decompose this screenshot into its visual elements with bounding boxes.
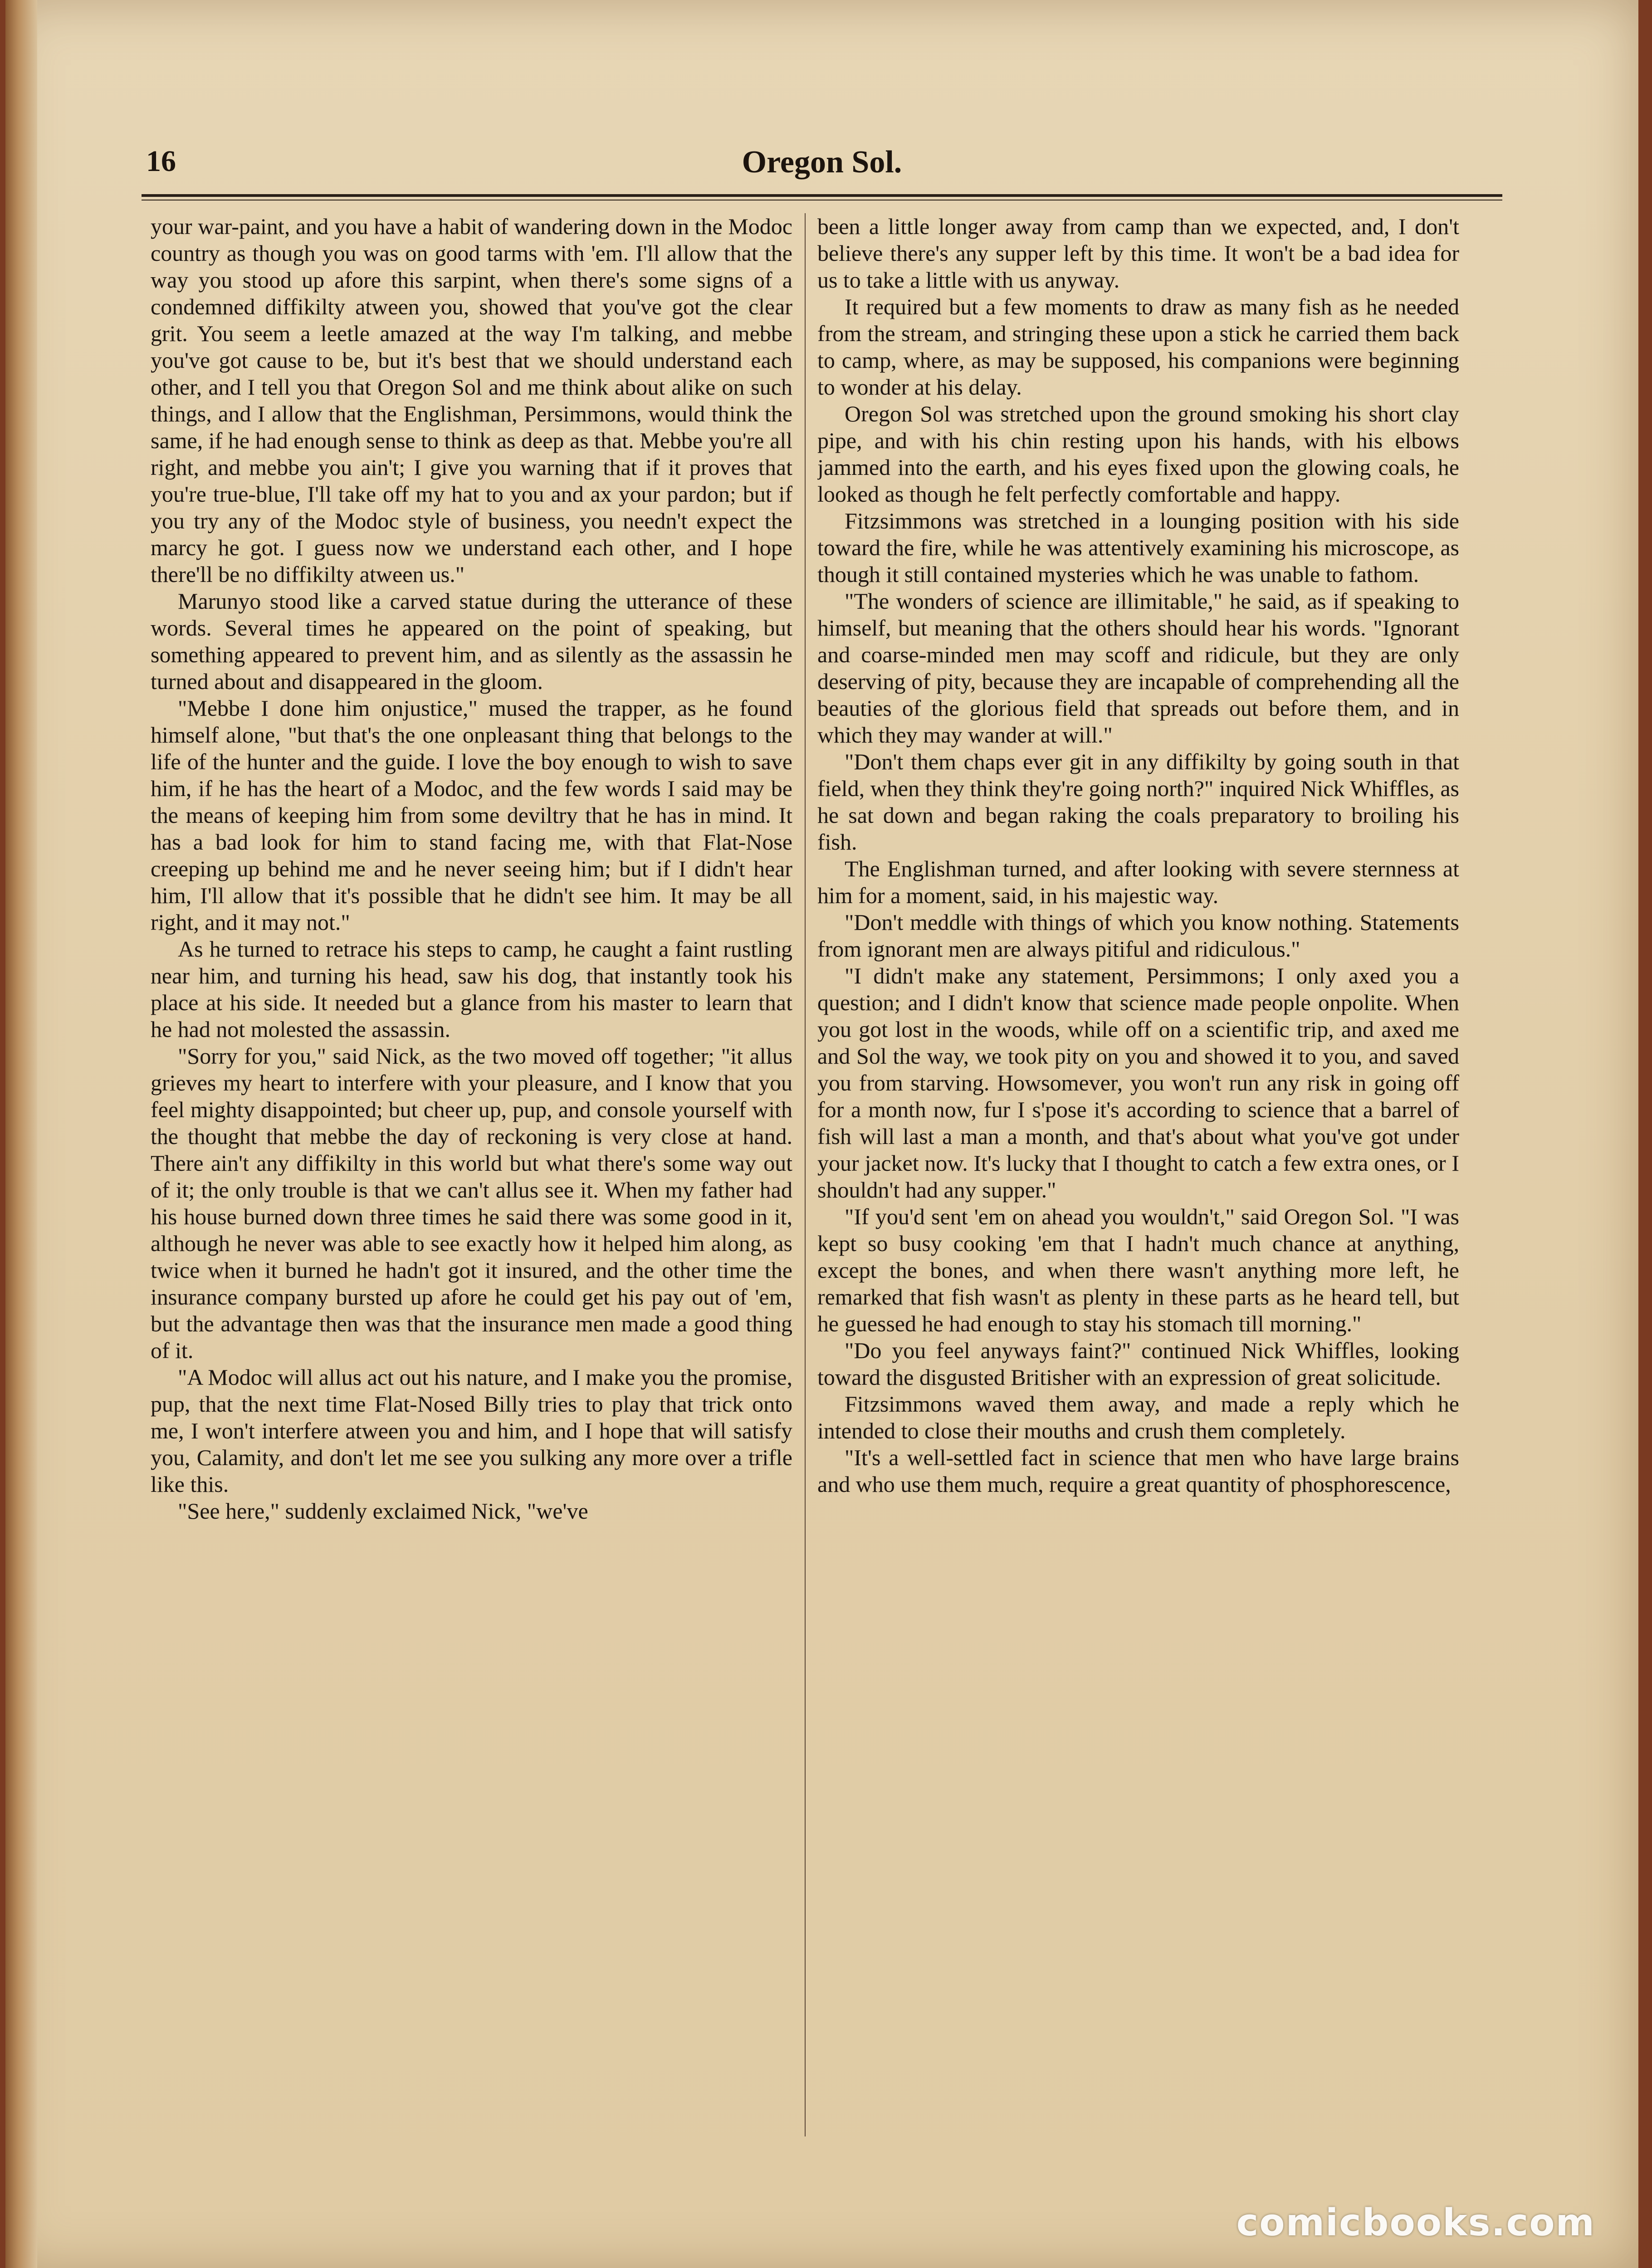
paragraph: Marunyo stood like a carved statue during the utterance of these words. Several times he appeared on the point of speaking, but something appeared to prevent him, and as silently as the assassin he turned about and disappeared in the gloom.: [151, 588, 792, 694]
paragraph: been a little longer away from camp than we expected, and, I don't believe there's any supper left by this time. It won't be a bad idea for us to take a little with us anyway.: [817, 214, 1459, 293]
paragraph: Oregon Sol was stretched upon the ground smoking his short clay pipe, and with his chin resting upon his hands, with his elbows jammed into the earth, and his eyes fixed upon the glowing coals, he looked as though he felt perfectly comfortable and happy.: [817, 401, 1459, 507]
paragraph: "I didn't make any statement, Persimmons; I only axed you a question; and I didn't know that science made people onpolite. When you got lost in the woods, while off on a scientific trip, and axed me and Sol the way, we took pity on you and showed it to you, and saved you from starving. Howsomever, you won't run any risk in going off for a month now, fur I s'pose it's according to science that a barrel of fish will last a man a month, and that's about what you've got under your jacket now. It's lucky that I thought to catch a few extra ones, or I shouldn't had any supper.": [817, 963, 1459, 1202]
paragraph: It required but a few moments to draw as many fish as he needed from the stream, and stringing these upon a stick he carried them back to camp, where, as may be supposed, his companions were beginning to wonder at his delay.: [817, 294, 1459, 400]
paragraph: "It's a well-settled fact in science that men who have large brains and who use them much, require a great quantity of phosphorescence,: [817, 1445, 1459, 1497]
paragraph: "Mebbe I done him onjustice," mused the trapper, as he found himself alone, "but that's the one onpleasant thing that belongs to the life of the hunter and the guide. I love the boy enough to wish to save him, if he has the heart of a Modoc, and the few words I said may be the means of keeping him from some deviltry that he has in mind. It has a bad look for him to stand facing me, with that Flat-Nose creeping up behind me and he never seeing him; but if I didn't hear him, I'll allow that it's possible that he didn't see him. It may be all right, and it may not.": [151, 695, 792, 935]
paragraph: The Englishman turned, and after looking with severe sternness at him for a moment, said, in his majestic way.: [817, 856, 1459, 908]
paragraph: As he turned to retrace his steps to camp, he caught a faint rustling near him, and turning his head, saw his dog, that instantly took his place at his side. It needed but a glance from his master to learn that he had not molested the assassin.: [151, 936, 792, 1042]
paragraph: "Sorry for you," said Nick, as the two moved off together; "it allus grieves my heart to interfere with your pleasure, and I know that you feel mighty disappointed; but cheer up, pup, and console yourself with the thought that mebbe the day of reckoning is very close at hand. There ain't any diffikilty in this world but what there's some way out of it; the only trouble is that we can't allus see it. When my father had his house burned down three times he said there was some good in it, although he never was able to see exactly how it helped him along, as twice when it burned he hadn't got it insured, and the other time the insurance company bursted up afore he could get his pay out of 'em, but the advantage then was that the insurance men made a good thing of it.: [151, 1043, 792, 1363]
page-number: 16: [146, 145, 176, 178]
page-edge: [5, 0, 37, 2268]
header-rule: [142, 194, 1502, 197]
paragraph: Fitzsimmons was stretched in a lounging position with his side toward the fire, while he was attentively examining his microscope, as though it still contained mysteries which he was unable to fathom.: [817, 508, 1459, 587]
newspaper-page: [5, 0, 1638, 2268]
paragraph: "Don't meddle with things of which you know nothing. Statements from ignorant men are always pitiful and ridiculous.": [817, 909, 1459, 962]
paragraph: Fitzsimmons waved them away, and made a reply which he intended to close their mouths and crush them completely.: [817, 1391, 1459, 1443]
paragraph: "Do you feel anyways faint?" continued Nick Whiffles, looking toward the disgusted Britisher with an expression of great solicitude.: [817, 1338, 1459, 1390]
paragraph: "If you'd sent 'em on ahead you wouldn't," said Oregon Sol. "I was kept so busy cooking 'em that I hadn't much chance at anything, except the bones, and when there wasn't anything more left, he remarked that fish wasn't as plenty in these parts as he heard tell, but he guessed he had enough to stay his stomach till morning.": [817, 1204, 1459, 1336]
column-divider: [805, 213, 806, 2136]
paragraph: your war-paint, and you have a habit of wandering down in the Modoc country as though you was on good tarms with 'em. I'll allow that the way you stood up afore this sarpint, when there's some signs of a condemned diffikilty atween you, showed that you've got the clear grit. You seem a leetle amazed at the way I'm talking, and mebbe you've got cause to be, but it's best that we should understand each other, and I tell you that Oregon Sol and me think about alike on such things, and I allow that the Englishman, Persimmons, would think the same, if he had enough sense to think as deep as that. Mebbe you're all right, and mebbe you ain't; I give you warning that if it proves that you're true-blue, I'll take off my hat to you and ax your pardon; but if you try any of the Modoc style of business, you needn't expect the marcy he got. I guess now we understand each other, and I hope there'll be no diffikilty atween us.": [151, 214, 792, 587]
running-head-title: Oregon Sol.: [742, 145, 902, 180]
paragraph: "A Modoc will allus act out his nature, and I make you the promise, pup, that the next time Flat-Nosed Billy tries to play that trick onto me, I won't interfere atween you and him, and I hope that will satisfy you, Calamity, and don't let me see you sulking any more over a trifle like this.: [151, 1364, 792, 1497]
left-column: [151, 213, 792, 2141]
paragraph: "The wonders of science are illimitable," he said, as if speaking to himself, but meaning that the others should hear his words. "Ignorant and coarse-minded men may scoff and ridicule, but they are only deserving of pity, because they are incapable of comprehending all the beauties of the glorious field that spreads out before them, and in which they may wander at will.": [817, 588, 1459, 748]
site-watermark: comicbooks.com: [1236, 2201, 1595, 2244]
right-column: [817, 213, 1459, 2141]
paragraph: "See here," suddenly exclaimed Nick, "we've: [178, 1498, 588, 1524]
paragraph: "Don't them chaps ever git in any diffikilty by going south in that field, when they think they're going north?" inquired Nick Whiffles, as he sat down and began raking the coals preparatory to broiling his fish.: [817, 749, 1459, 855]
